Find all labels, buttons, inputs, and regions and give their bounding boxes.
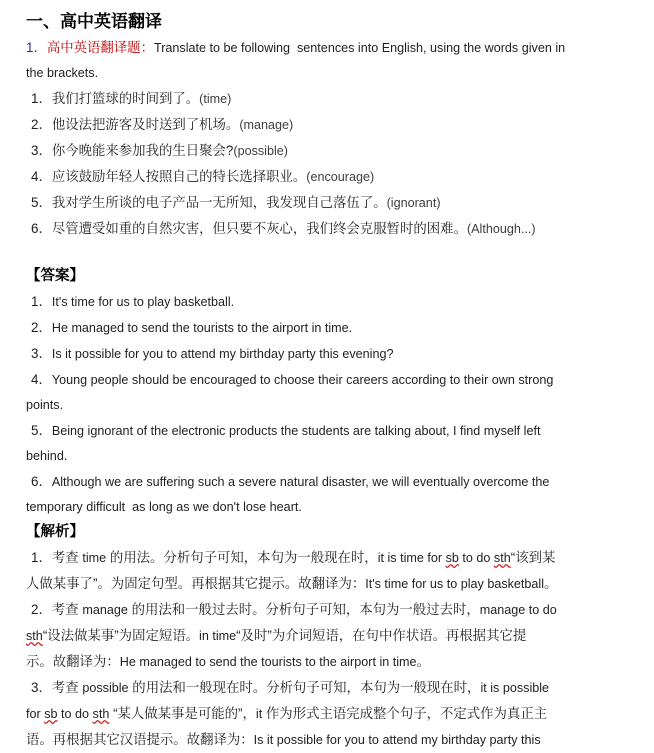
- prompt-line-2: the brackets.: [26, 66, 99, 80]
- answer-number: 6．: [31, 474, 52, 489]
- question-text: 他设法把游客及时送到了机场。: [51, 117, 240, 132]
- answer-item: [26, 367, 632, 393]
- analysis-item-1-line-2: [26, 571, 632, 597]
- analysis-text: 作为形式主语完成整个句子，不定式作为真正主: [262, 706, 548, 721]
- question-hint: (possible): [233, 144, 288, 158]
- analysis-item-1: [26, 545, 632, 571]
- analysis-text: 考查: [51, 550, 83, 565]
- analysis-text: “该到某: [510, 550, 556, 565]
- analysis-text: 语。再根据其它汉语提示。故翻译为：: [26, 732, 254, 747]
- analysis-translation: Is it possible for you to attend my birthday party this: [253, 733, 541, 747]
- analysis-text: 示。故翻译为：: [26, 654, 120, 669]
- answer-number: 2．: [31, 320, 52, 335]
- analysis-text: “设法做某事”为固定短语。: [42, 628, 200, 643]
- analysis-english-phrase: to do: [57, 707, 93, 721]
- analysis-text: 的用法和一般现在时。分析句子可知，本句为一般现在时，: [128, 680, 481, 695]
- answer-text: Is it possible for you to attend my birthday party this evening?: [51, 347, 394, 361]
- question-item: [26, 190, 632, 216]
- answer-number: 5．: [31, 423, 52, 438]
- answer-item: [26, 289, 632, 315]
- question-hint: (encourage): [306, 170, 375, 184]
- question-text: 应该鼓励年轻人按照自己的特长选择职业。: [51, 169, 307, 184]
- analysis-text: 考查: [51, 602, 83, 617]
- question-number: 6．: [31, 221, 52, 236]
- question-number: 4．: [31, 169, 52, 184]
- question-hint: (time): [199, 92, 232, 106]
- analysis-number: 2．: [31, 602, 52, 617]
- analysis-text: 人做某事了”。为固定句型。再根据其它提示。故翻译为：: [26, 576, 366, 591]
- analysis-translation: He managed to send the tourists to the airport in time: [119, 655, 417, 669]
- spellcheck-word: sth: [26, 629, 43, 643]
- analysis-item-3-line-3: [26, 727, 632, 753]
- analysis-english-phrase: to do: [458, 551, 494, 565]
- spellcheck-word: sb: [445, 551, 459, 565]
- answer-number: 1．: [31, 294, 52, 309]
- spellcheck-word: sth: [493, 551, 511, 565]
- analysis-number: 3．: [31, 680, 52, 695]
- answer-number: 4．: [31, 372, 52, 387]
- analysis-number: 1．: [31, 550, 52, 565]
- question-text: 你今晚能来参加我的生日聚会?: [51, 143, 234, 158]
- answer-text: He managed to send the tourists to the airport in time.: [51, 321, 353, 335]
- question-item: [26, 216, 632, 242]
- question-number: 5．: [31, 195, 52, 210]
- question-text: 我对学生所谈的电子产品一无所知，我发现自己落伍了。: [51, 195, 387, 210]
- analysis-keyword: possible: [82, 681, 129, 695]
- analysis-item-2: [26, 597, 632, 623]
- analysis-heading: 【解析】: [26, 524, 84, 540]
- answer-text-continued: temporary difficult as long as we don't lose heart.: [26, 500, 302, 514]
- analysis-item-2-line-3: [26, 649, 632, 675]
- answer-text-continued: points.: [26, 398, 64, 412]
- analysis-text: 的用法。分析句子可知，本句为一般现在时，: [106, 550, 378, 565]
- analysis-english-phrase: it is possible: [480, 681, 550, 695]
- spellcheck-word: sth: [92, 707, 110, 721]
- analysis-english-phrase: in time: [199, 629, 237, 643]
- answer-item: [26, 418, 632, 444]
- answer-text: Although we are suffering such a severe natural disaster, we will eventually overcome the: [51, 475, 550, 489]
- analysis-text: 。: [544, 576, 558, 591]
- analysis-text: 的用法和一般过去时。分析句子可知，本句为一般过去时，: [127, 602, 480, 617]
- analysis-english-phrase: manage to do: [479, 603, 557, 617]
- analysis-keyword: manage: [82, 603, 128, 617]
- answer-number: 3．: [31, 346, 52, 361]
- page-title: 一、高中英语翻译: [26, 12, 162, 31]
- analysis-translation: It's time for us to play basketball: [365, 577, 545, 591]
- spellcheck-word: sb: [44, 707, 58, 721]
- blank-spacer: [26, 242, 632, 264]
- question-number: 1．: [31, 91, 52, 106]
- analysis-english-phrase: it is time for: [377, 551, 446, 565]
- question-text: 尽管遭受如重的自然灾害，但只要不灰心，我们终会克服暂时的困难。: [51, 221, 467, 236]
- question-hint: (manage): [239, 118, 294, 132]
- prompt-number: 1．: [26, 40, 47, 55]
- answer-text: It's time for us to play basketball.: [51, 295, 235, 309]
- question-hint: (Although...): [466, 222, 536, 236]
- answer-item: [26, 469, 632, 495]
- answer-text: Young people should be encouraged to choose their careers according to their own strong: [51, 373, 554, 387]
- answer-item: [26, 315, 632, 341]
- question-item: [26, 86, 632, 112]
- answers-heading: 【答案】: [26, 268, 84, 284]
- prompt-zh-label: 高中英语翻译题：: [46, 40, 154, 55]
- question-item: [26, 138, 632, 164]
- answer-text: Being ignorant of the electronic products the students are talking about, I find myself left: [51, 424, 541, 438]
- analysis-text: 。: [416, 654, 430, 669]
- analysis-item-2-line-2: [26, 623, 632, 649]
- question-number: 3．: [31, 143, 52, 158]
- question-number: 2．: [31, 117, 52, 132]
- question-item: [26, 112, 632, 138]
- analysis-item-3-line-2: [26, 701, 632, 727]
- answer-item: [26, 341, 632, 367]
- analysis-keyword: it: [255, 707, 263, 721]
- question-hint: (ignorant): [386, 196, 441, 210]
- answer-text-continued: behind.: [26, 449, 68, 463]
- analysis-text: “及时”为介词短语，在句中作状语。再根据其它提: [236, 628, 527, 643]
- analysis-keyword: time: [82, 551, 107, 565]
- question-item: [26, 164, 632, 190]
- analysis-english-phrase: for: [26, 707, 45, 721]
- prompt-en-line-1: Translate to be following sentences into English, using the words given in: [153, 41, 566, 55]
- analysis-item-3: [26, 675, 632, 701]
- question-text: 我们打篮球的时间到了。: [51, 91, 200, 106]
- analysis-text: 考查: [51, 680, 83, 695]
- analysis-text: “某人做某事是可能的”，: [109, 706, 256, 721]
- prompt-line-1: [26, 35, 632, 61]
